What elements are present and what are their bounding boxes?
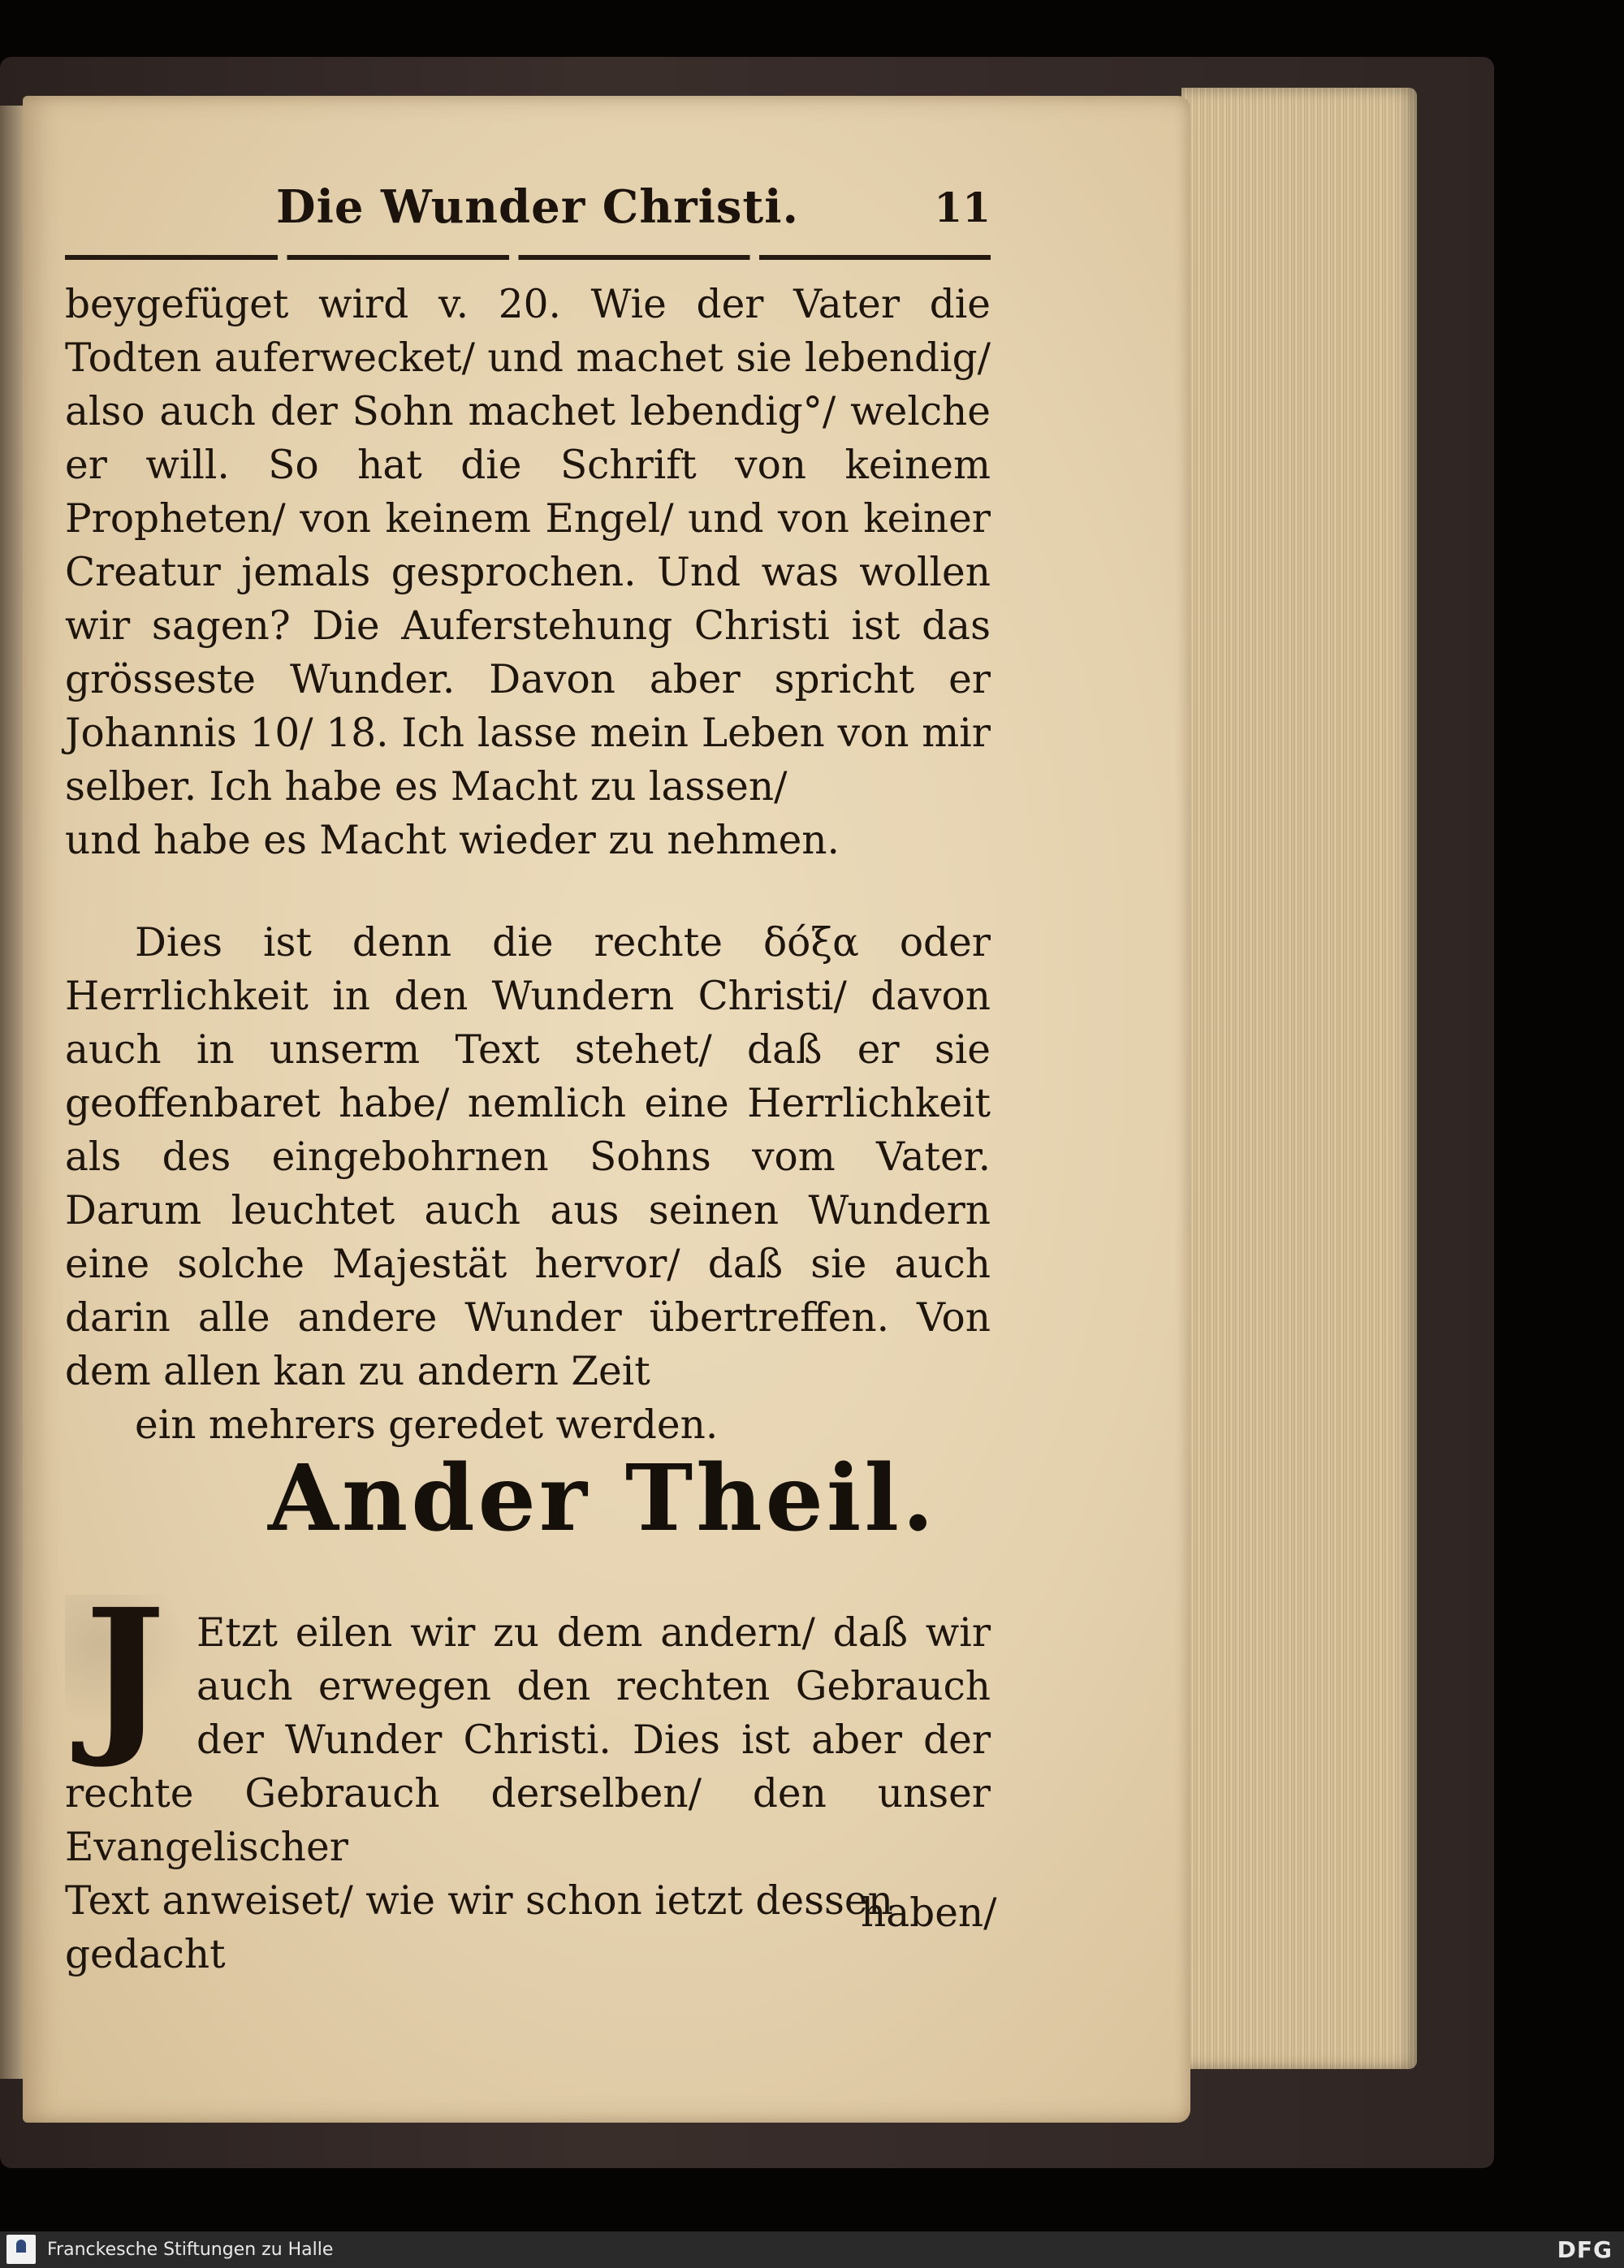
book-fore-edge xyxy=(1181,88,1417,2069)
footer-institution: Franckesche Stiftungen zu Halle xyxy=(47,2240,334,2260)
page-title: Die Wunder Christi. xyxy=(276,180,800,234)
paragraph-1-last-line: und habe es Macht wieder zu nehmen. xyxy=(65,818,840,863)
paragraph-3-body: Etzt eilen wir zu dem andern/ daß wir auch erwegen den rechten Gebrauch der Wunder Christi. Dies ist aber der rechte Gebrauch derselben/ den unser Evangelischer xyxy=(65,1610,991,1870)
header-rule xyxy=(65,255,991,260)
dfg-logo: DFG xyxy=(1557,2236,1613,2263)
catchword: haben/ xyxy=(861,1890,997,1936)
running-head xyxy=(171,180,991,237)
paragraph-2-last-line: ein mehrers geredet werden. xyxy=(135,1402,719,1448)
paragraph-1 xyxy=(65,278,991,867)
paragraph-3-last-line: Text anweiset/ wie wir schon ietzt dessen gedacht xyxy=(65,1878,893,1977)
section-heading: Ander Theil. xyxy=(268,1445,938,1552)
footer-bar xyxy=(0,2231,1624,2268)
paragraph-2-body: Dies ist denn die rechte δόξα oder Herrlichkeit in den Wundern Christi/ davon auch in unserm Text stehet/ daß er sie geoffenbaret habe/ nemlich eine Herrlichkeit als des eingebohrnen Sohns vom Vater. Darum leuchtet auch aus seinen Wundern eine solche Majestät hervor/ daß sie auch darin alle andere Wunder übertreffen. Von dem allen kan zu andern Zeit xyxy=(65,920,991,1394)
drop-cap-initial: J xyxy=(65,1595,185,1754)
paragraph-1-body: beygefüget wird v. 20. Wie der Vater die Todten auferwecket/ und machet sie lebendig/ also auch der Sohn machet lebendig°/ welche er will. So hat die Schrift von keinem Propheten/ von keinem Engel/ und von keiner Creatur jemals gesprochen. Und was wollen wir sagen? Die Auferstehung Christi ist das grösseste Wunder. Davon aber spricht er Johannis 10/ 18. Ich lasse mein Leben von mir selber. Ich habe es Macht zu lassen/ xyxy=(65,282,991,810)
paragraph-3 xyxy=(65,1571,991,1981)
page-number: 11 xyxy=(934,184,991,231)
paragraph-2 xyxy=(65,916,991,1452)
institution-logo-icon xyxy=(6,2235,36,2264)
